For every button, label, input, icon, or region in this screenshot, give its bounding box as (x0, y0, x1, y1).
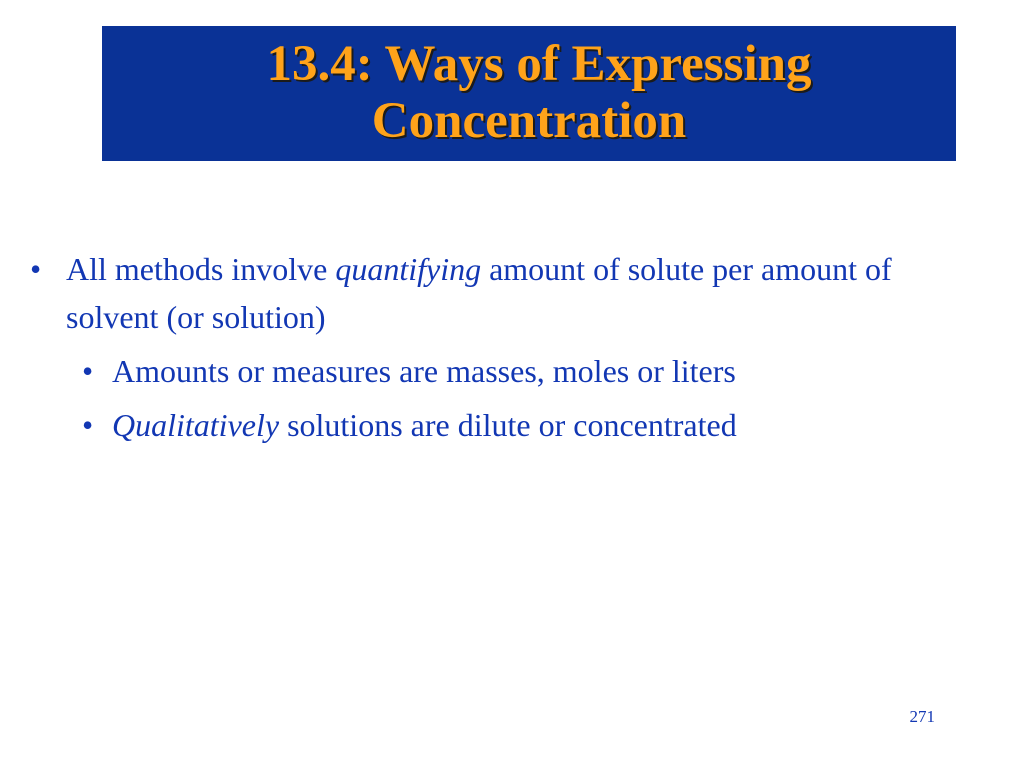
bullet-list (30, 245, 970, 449)
bullet-marker: • (82, 407, 94, 443)
title-banner (102, 26, 956, 161)
bullet-item (30, 245, 970, 341)
text-run: solutions are dilute or concentrated (279, 407, 737, 443)
slide-number: 271 (909, 707, 935, 726)
emphasis-text: quantifying (335, 251, 482, 287)
bullet-text (66, 251, 892, 335)
text-run: All methods involve (66, 251, 336, 287)
text-run: Amounts or measures are masses, moles or liters (112, 353, 736, 389)
bullet-marker: • (30, 251, 42, 287)
bullet-text (112, 407, 737, 443)
emphasis-text: Qualitatively (112, 407, 280, 443)
slide-title-line-1: 13.4: Ways of Expressing (266, 35, 812, 92)
text-run: amount of solute per amount of solvent (or solution) (66, 251, 892, 335)
slide-title-line-2: Concentration (371, 92, 687, 149)
sub-bullet-item (30, 347, 970, 395)
bullet-marker: • (82, 353, 94, 389)
sub-bullet-item (30, 401, 970, 449)
bullet-text (112, 353, 736, 389)
